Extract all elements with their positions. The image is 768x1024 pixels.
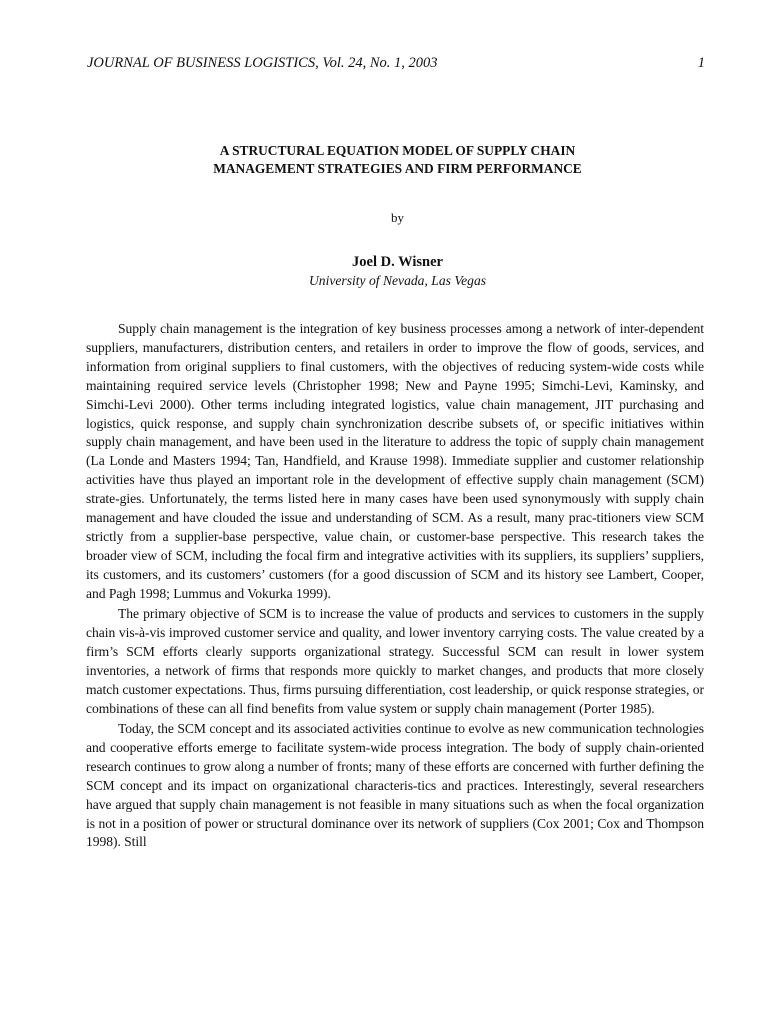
body-paragraph-3: Today, the SCM concept and its associated activities continue to evolve as new communication technologies and cooperative efforts emerge to facilitate system-wide process integration. The body of supply chain-oriented research continues to grow along a number of fronts; many of these efforts are concerned with further defining the SCM concept and its impact on organizational characteris-tics and practices. Interestingly, several researchers have argued that supply chain management is not feasible in many situations such as when the focal organization is not in a position of power or structural dominance over its network of suppliers (Cox 2001; Cox and Thompson 1998). Still xyxy=(86,721,704,850)
article-title-line-1: A STRUCTURAL EQUATION MODEL OF SUPPLY CHAIN xyxy=(219,143,576,158)
running-header xyxy=(87,55,705,72)
body-paragraph-2: The primary objective of SCM is to increase the value of products and services to customers in the supply chain vis-à-vis improved customer service and quality, and lower inventory carrying costs. The value created by a firm’s SCM efforts clearly supports organizational strategy. Successful SCM can result in lower system inventories, a network of firms that responds more quickly to market changes, and products that more closely match customer expectations. Thus, firms pursuing differentiation, cost leadership, or quick response strategies, or combinations of these can all find benefits from value system or supply chain management (Porter 1985). xyxy=(86,606,704,716)
journal-citation: JOURNAL OF BUSINESS LOGISTICS, Vol. 24, No. 1, 2003 xyxy=(87,55,438,71)
article-title xyxy=(90,142,705,178)
article-title-line-2: MANAGEMENT STRATEGIES AND FIRM PERFORMANCE xyxy=(213,161,582,176)
byline-by: by xyxy=(391,210,404,225)
article-body xyxy=(86,320,704,854)
author-affiliation: University of Nevada, Las Vegas xyxy=(308,273,487,288)
page-number: 1 xyxy=(697,55,705,71)
author-name: Joel D. Wisner xyxy=(352,254,443,270)
body-paragraph-1: Supply chain management is the integration of key business processes among a network of inter-dependent suppliers, manufacturers, distribution centers, and retailers in order to improve the flow of goods, services, and information from original suppliers to final customers, with the objectives of reducing system-wide costs while maintaining required service levels (Christopher 1998; New and Payne 1995; Simchi-Levi, Kaminsky, and Simchi-Levi 2000). Other terms including integrated logistics, value chain management, JIT purchasing and logistics, quick response, and supply chain synchronization describe subsets of, or specific initiatives within supply chain management, and have been used in the literature to address the topic of supply chain management (La Londe and Masters 1994; Tan, Handfield, and Krause 1998). Immediate supplier and customer relationship activities have thus played an important role in the development of effective supply chain management (SCM) strate-gies. Unfortunately, the terms listed here in many cases have been used synonymously with supply chain management and have clouded the issue and understanding of SCM. As a result, many prac-titioners view SCM strictly from a supplier-base perspective, value chain, or customer-base perspective. This research takes the broader view of SCM, including the focal firm and integrative activities with its suppliers, its suppliers’ suppliers, its customers, and its customers’ customers (for a good discussion of SCM and its history see Lambert, Cooper, and Pagh 1998; Lummus and Vokurka 1999). xyxy=(86,321,704,601)
